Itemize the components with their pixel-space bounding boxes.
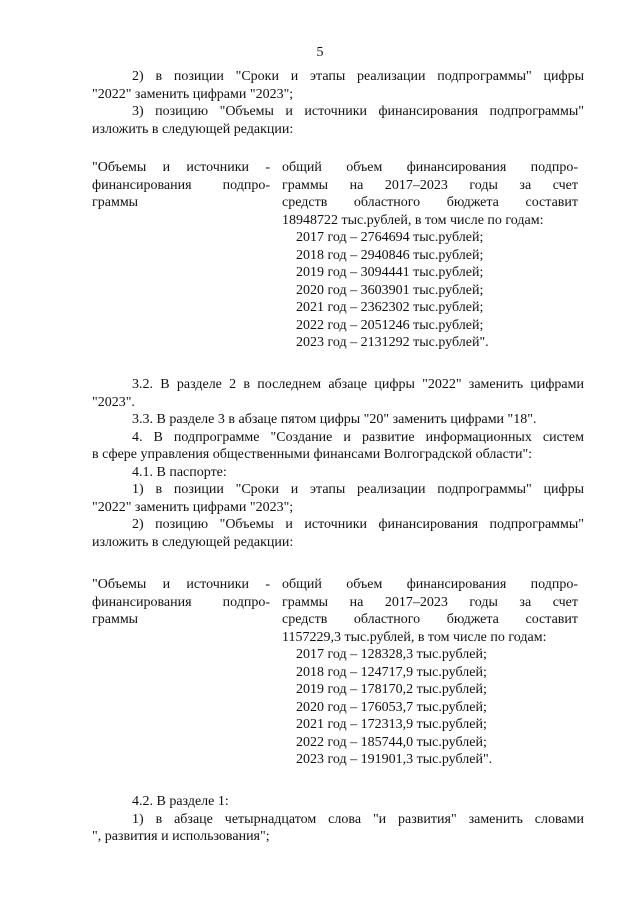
year-item: 2020 год – 3603901 тыс.рублей; [296,282,484,298]
label-line2: финансирования подпро- [92,594,270,610]
content-line3: средств областного бюджета составит [282,612,578,627]
amendment-items-intro [92,68,584,138]
amendment-section-3 [92,793,584,846]
funding-table-2-content [282,576,578,769]
amendment-section-2 [92,376,584,551]
funding-table-2-label [92,576,270,629]
p41: 4.1. В паспорте: [132,464,227,480]
item1-line1: 1) в позиции "Сроки и этапы реализации подпрограммы" цифры [132,482,584,497]
year-list-1 [282,229,578,352]
content-line2: граммы на 2017–2023 годы за счет [282,594,578,610]
item2-line2: "2022" заменить цифрами "2023"; [92,86,294,102]
label-line3: граммы [92,612,139,627]
year-item: 2023 год – 2131292 тыс.рублей". [296,335,489,350]
label-line2: финансирования подпро- [92,177,270,193]
p4-line2: в сфере управления общественными финансами Волгоградской области": [92,447,533,462]
year-item: 2021 год – 172313,9 тыс.рублей; [296,717,487,732]
p4-line1: 4. В подпрограмме "Создание и развитие информационных систем [132,429,584,445]
p33: 3.3. В разделе 3 в абзаце пятом цифры "20" заменить цифрами "18". [132,412,537,427]
year-item: 2019 год – 178170,2 тыс.рублей; [296,682,487,697]
item1-line1: 1) в абзаце четырнадцатом слова "и развития" заменить словами [132,811,584,827]
year-item: 2022 год – 2051246 тыс.рублей; [296,317,484,333]
label-line3: граммы [92,195,139,210]
item2b-line2: изложить в следующей редакции: [92,534,294,550]
funding-table-1-label [92,159,270,212]
p42: 4.2. В разделе 1: [132,794,229,809]
year-item: 2022 год – 185744,0 тыс.рублей; [296,734,487,750]
year-item: 2017 год – 2764694 тыс.рублей; [296,230,484,245]
content-line3: средств областного бюджета составит [282,195,578,210]
year-item: 2017 год – 128328,3 тыс.рублей; [296,647,487,662]
year-item: 2019 год – 3094441 тыс.рублей; [296,265,484,280]
content-line2: граммы на 2017–2023 годы за счет [282,177,578,193]
year-item: 2020 год – 176053,7 тыс.рублей; [296,699,487,715]
item3-line2: изложить в следующей редакции: [92,121,294,137]
year-item: 2018 год – 2940846 тыс.рублей; [296,247,484,263]
funding-table-1-content [282,159,578,352]
content-line1: общий объем финансирования подпро- [282,577,578,592]
year-item: 2023 год – 191901,3 тыс.рублей". [296,752,493,767]
content-line4: 18948722 тыс.рублей, в том числе по годам: [282,212,544,228]
page-number: 5 [316,45,324,60]
p32-line1: 3.2. В разделе 2 в последнем абзаце цифры "2022" заменить цифрами [132,377,584,392]
p32-line2: "2023". [92,394,135,410]
item1-line2: "2022" заменить цифрами "2023"; [92,499,294,515]
item3-line1: 3) позицию "Объемы и источники финансирования подпрограммы" [132,104,584,119]
content-line1: общий объем финансирования подпро- [282,160,578,175]
label-line1: "Объемы и источники - [92,160,270,175]
item2-line1: 2) в позиции "Сроки и этапы реализации подпрограммы" цифры [132,69,584,84]
item2b-line1: 2) позицию "Объемы и источники финансирования подпрограммы" [132,517,584,532]
year-item: 2018 год – 124717,9 тыс.рублей; [296,664,487,680]
content-line4: 1157229,3 тыс.рублей, в том числе по годам: [282,629,547,645]
item1-line2: ", развития и использования"; [92,829,270,844]
label-line1: "Объемы и источники - [92,577,270,592]
year-list-2 [282,646,578,769]
year-item: 2021 год – 2362302 тыс.рублей; [296,300,484,315]
